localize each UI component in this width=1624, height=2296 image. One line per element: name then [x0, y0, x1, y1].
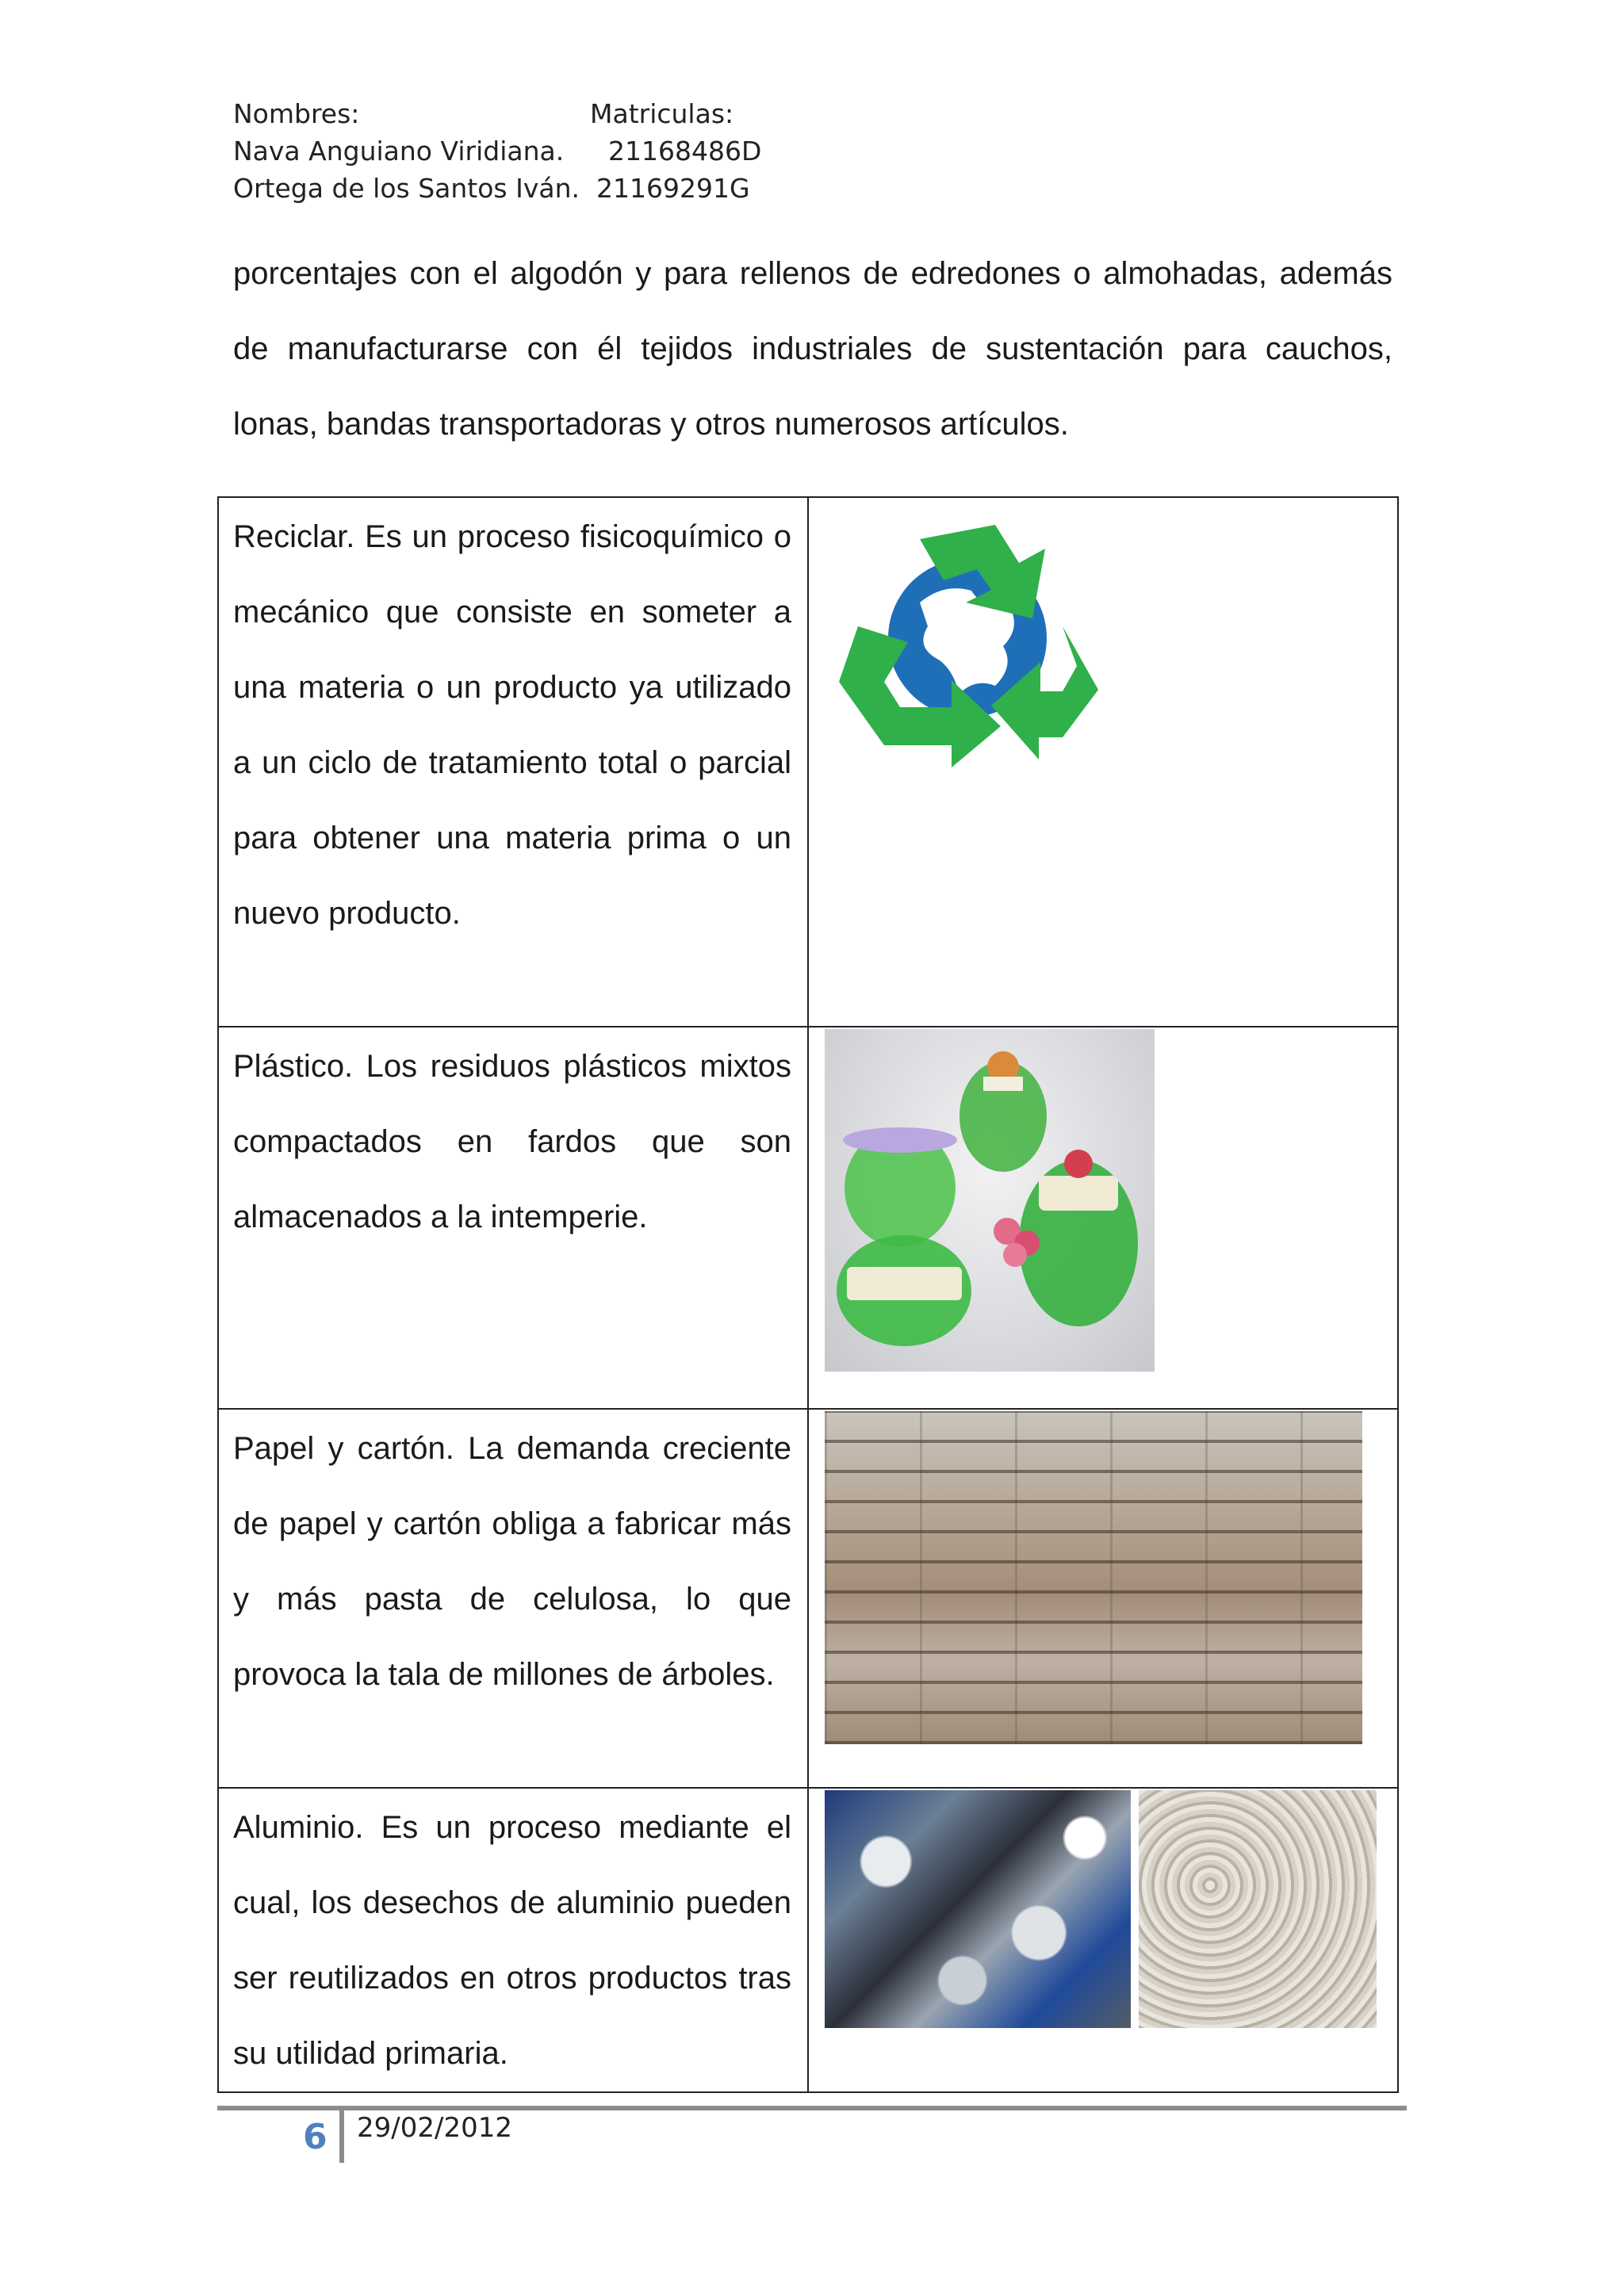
- plastic-crafts-image: [825, 1029, 1155, 1372]
- student-id: 21169291G: [596, 173, 750, 204]
- student-name: Ortega de los Santos Iván.: [233, 173, 580, 204]
- footer-separator: [339, 2110, 344, 2163]
- row-description: Reciclar. Es un proceso fisicoquímico o mecánico que consiste en someter a una materia o un producto ya utilizado a un ciclo de tratamiento total o parcial para obtener una materia prima o un nuevo producto.: [233, 519, 791, 931]
- table-row: [218, 1409, 1398, 1788]
- recycle-icon: [825, 507, 1118, 777]
- crushed-cans-image: [825, 1790, 1131, 2028]
- table-row: [218, 497, 1398, 1027]
- plastic-bottle-crafts-picture: [825, 1029, 1155, 1372]
- student-name: Nava Anguiano Viridiana.: [233, 136, 565, 166]
- table-cell-text: [218, 1027, 808, 1409]
- page-number: 6: [303, 2117, 327, 2157]
- footer-divider: [217, 2106, 1407, 2110]
- table-cell-image: [808, 1788, 1398, 2092]
- student-id: 21168486D: [608, 136, 762, 166]
- row-description: Plástico. Los residuos plásticos mixtos compactados en fardos que son almacenados a la intemperie.: [233, 1049, 791, 1234]
- table-cell-text: [218, 1409, 808, 1788]
- table-cell-image: [808, 1409, 1398, 1788]
- row-description: Papel y cartón. La demanda creciente de papel y cartón obliga a fabricar más y más pasta de celulosa, lo que provoca la tala de millones de árboles.: [233, 1431, 791, 1692]
- table-cell-text: [218, 1788, 808, 2092]
- table-cell-image: [808, 497, 1398, 1027]
- header-labels-row: [233, 95, 788, 132]
- ids-label: Matriculas:: [590, 98, 734, 129]
- recycling-table: [217, 496, 1399, 2093]
- document-header: [233, 95, 788, 207]
- row-description: Aluminio. Es un proceso mediante el cual, los desechos de aluminio pueden ser reutilizados en otros productos tras su utilidad primaria.: [233, 1810, 791, 2071]
- student-row: [233, 170, 788, 207]
- student-row: [233, 132, 788, 170]
- names-label: Nombres:: [233, 98, 360, 129]
- pull-tabs-image: [1139, 1790, 1377, 2028]
- paper-bales-image: [825, 1411, 1362, 1744]
- table-cell-text: [218, 497, 808, 1027]
- footer-date: 29/02/2012: [357, 2112, 512, 2144]
- recycling-symbol-image: [825, 507, 1118, 777]
- table-row: [218, 1027, 1398, 1409]
- intro-paragraph: porcentajes con el algodón y para rellenos de edredones o almohadas, además de manufacturarse con él tejidos industriales de sustentación para cauchos, lonas, bandas transportadoras y otros numerosos artículos.: [233, 256, 1392, 442]
- table-cell-image: [808, 1027, 1398, 1409]
- table-row: [218, 1788, 1398, 2092]
